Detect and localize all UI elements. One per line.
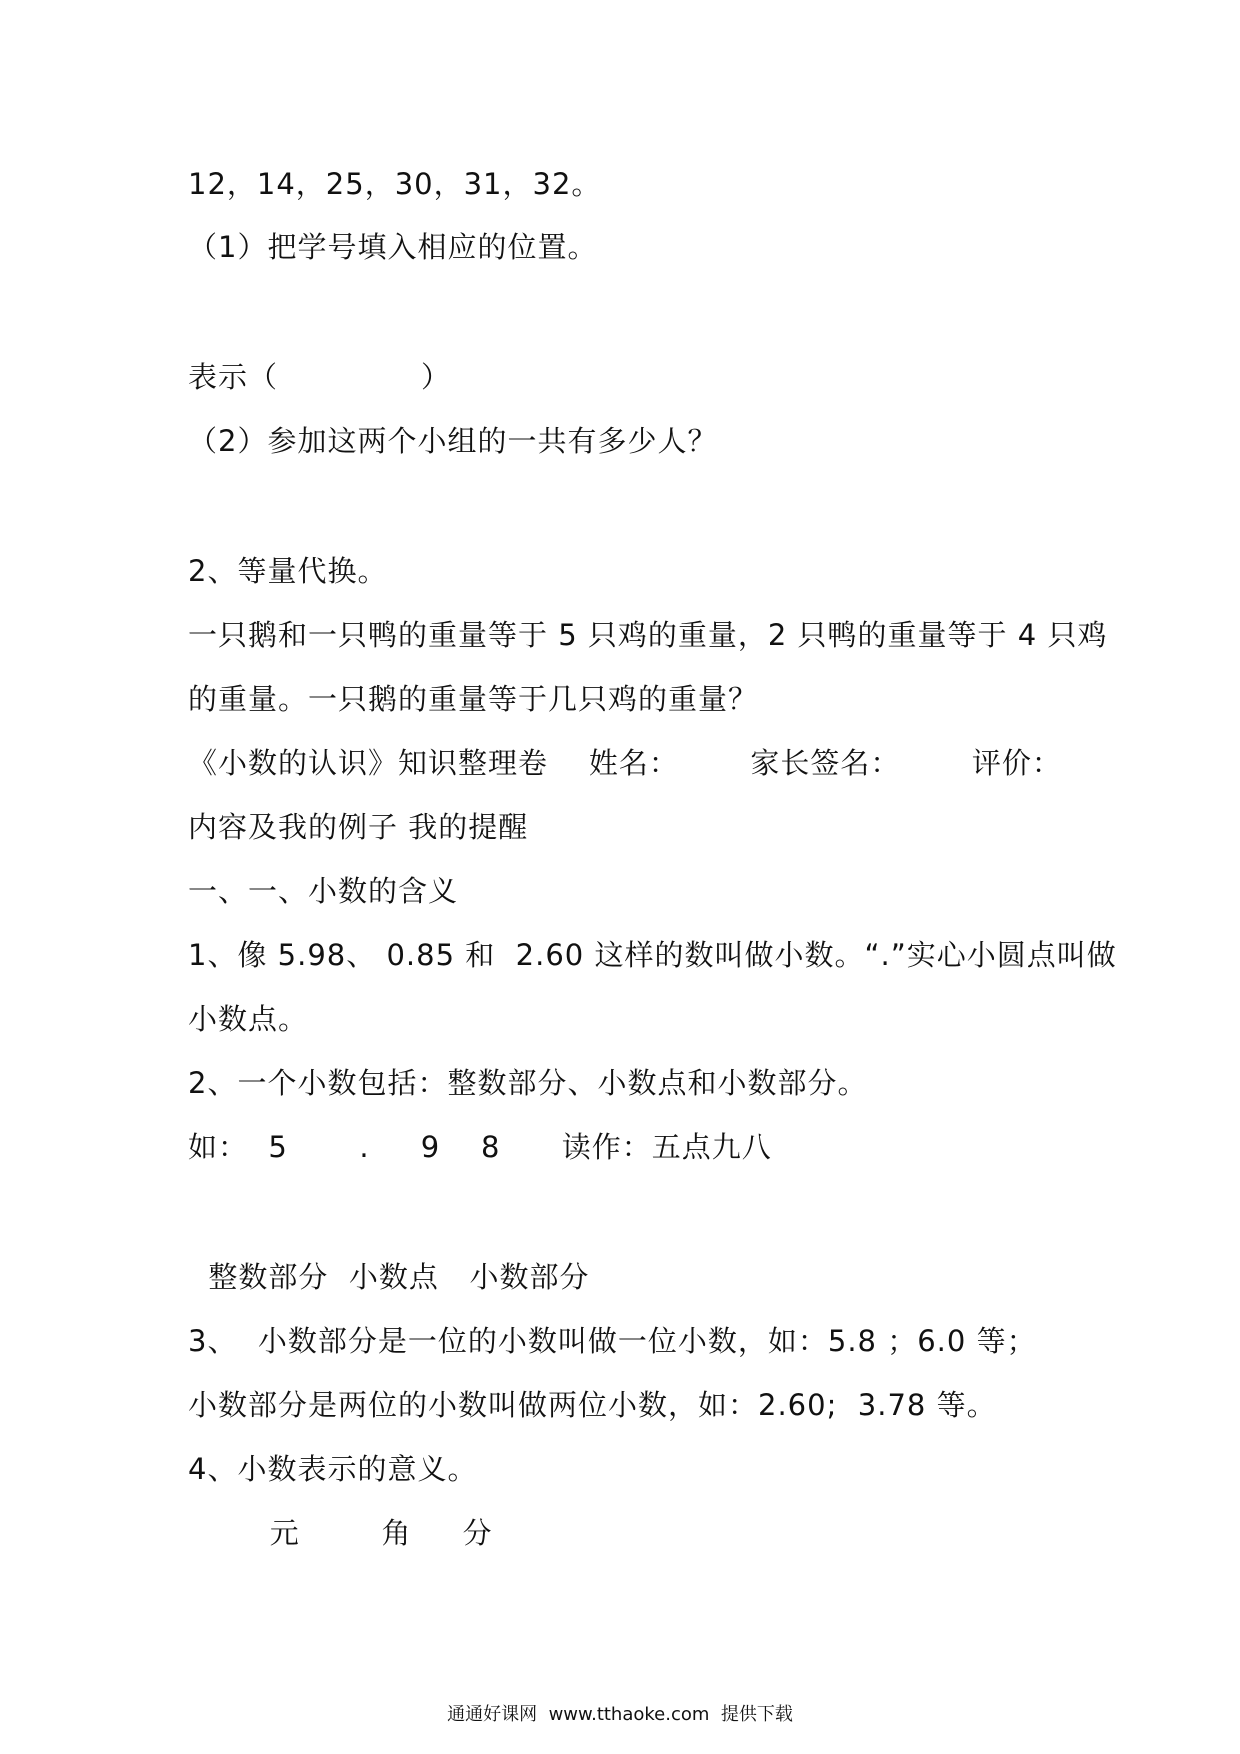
decimal-definition-line-1: 1、像 5.98、 0.85 和 2.60 这样的数叫做小数。“.”实心小圆点叫做 bbox=[188, 938, 1117, 972]
number-list-line: 12，14，25，30，31，32。 bbox=[188, 167, 602, 201]
decimal-parts-labels: 整数部分 小数点 小数部分 bbox=[188, 1260, 590, 1294]
page-footer: 通通好课网 www.tthaoke.com 提供下载 bbox=[447, 1704, 793, 1725]
decimal-definition-line-2: 小数点。 bbox=[188, 1002, 309, 1036]
decimal-example-line: 如： 5 . 9 8 读作：五点九八 bbox=[188, 1130, 772, 1164]
question-2-text: （2）参加这两个小组的一共有多少人？ bbox=[188, 424, 718, 458]
two-place-decimal-line: 小数部分是两位的小数叫做两位小数，如：2.60; 3.78 等。 bbox=[188, 1388, 997, 1422]
substitution-problem-line-1: 一只鹅和一只鸭的重量等于 5 只鸡的重量，2 只鸭的重量等于 4 只鸡 bbox=[188, 618, 1108, 652]
indicator-blank-line: 表示（ ） bbox=[188, 360, 452, 394]
currency-units-line: 元 角 分 bbox=[188, 1516, 493, 1550]
one-place-decimal-line: 3、 小数部分是一位的小数叫做一位小数，如：5.8 ；6.0 等； bbox=[188, 1324, 1037, 1358]
decimal-parts-line: 2、一个小数包括：整数部分、小数点和小数部分。 bbox=[188, 1066, 868, 1100]
question-1-text: （1）把学号填入相应的位置。 bbox=[188, 230, 598, 264]
part-1-heading: 一、一、小数的含义 bbox=[188, 874, 459, 908]
section-2-heading: 2、等量代换。 bbox=[188, 554, 388, 588]
section-4-heading: 4、小数表示的意义。 bbox=[188, 1452, 478, 1486]
substitution-problem-line-2: 的重量。一只鹅的重量等于几只鸡的重量？ bbox=[188, 682, 759, 716]
column-headers-line: 内容及我的例子 我的提醒 bbox=[188, 810, 529, 844]
worksheet-title-line: 《小数的认识》知识整理卷 姓名： 家长签名： 评价： bbox=[188, 746, 1062, 780]
